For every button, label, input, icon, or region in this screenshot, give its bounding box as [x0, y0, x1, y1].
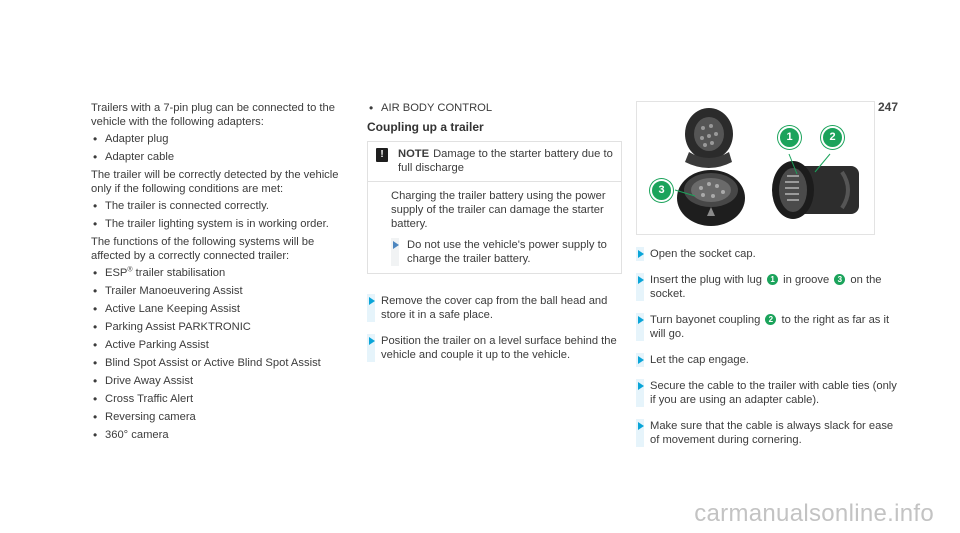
list-item: • AIR BODY CONTROL: [367, 101, 622, 115]
note-label: NOTE: [398, 148, 430, 160]
step-position-trailer: Position the trailer on a level surface behind the vehicle and couple it up to the vehicle.: [367, 334, 622, 362]
page-number: 247: [877, 100, 898, 114]
step-arrow-icon: [638, 422, 644, 430]
warning-icon: !: [376, 148, 388, 162]
note-action: Do not use the vehicle's power supply to charge the trailer battery.: [391, 238, 613, 266]
systems-list: [91, 266, 353, 442]
column-middle: [367, 101, 622, 374]
list-item: • 360° camera: [91, 428, 353, 442]
list-item: • The trailer lighting system is in working order.: [91, 217, 353, 231]
list-item: • Active Lane Keeping Assist: [91, 302, 353, 316]
trailer-socket-drawing: [637, 102, 874, 234]
step-arrow-icon: [369, 297, 375, 305]
list-item: • Cross Traffic Alert: [91, 392, 353, 406]
callout-3: 3: [650, 179, 673, 202]
list-item: • Adapter plug: [91, 132, 353, 146]
functions-text: The functions of the following systems will be affected by a correctly connected trailer:: [91, 236, 315, 262]
watermark: carmanualsonline.info: [694, 500, 934, 527]
air-body-list: [367, 101, 622, 115]
list-item: • Adapter cable: [91, 150, 353, 164]
step-arrow-icon: [638, 356, 644, 364]
lug-badge: 1: [767, 274, 778, 285]
conditions-list: [91, 199, 353, 231]
step-arrow-icon: [638, 316, 644, 324]
step-arrow-icon: [638, 250, 644, 258]
step-cap-engage: Let the cap engage.: [636, 353, 898, 367]
groove-badge: 3: [834, 274, 845, 285]
step-open-cap: Open the socket cap.: [636, 247, 898, 261]
arrow-icon: [393, 241, 399, 249]
list-item: • Trailer Manoeuvering Assist: [91, 284, 353, 298]
step-remove-cap: Remove the cover cap from the ball head and store it in a safe place.: [367, 294, 622, 322]
callout-2: 2: [821, 126, 844, 149]
list-item: • Drive Away Assist: [91, 374, 353, 388]
step-arrow-icon: [638, 276, 644, 284]
adapters-list: [91, 132, 353, 164]
note-body: [368, 182, 621, 273]
step-arrow-icon: [638, 382, 644, 390]
step-turn-bayonet: Turn bayonet coupling 2 to the right as far as it will go.: [636, 313, 898, 341]
section-heading: Coupling up a trailer: [367, 120, 484, 134]
note-box: [367, 141, 622, 274]
list-item: • Reversing camera: [91, 410, 353, 424]
note-text: Charging the trailer battery using the power supply of the trailer can damage the starter battery.: [391, 190, 606, 230]
step-insert-plug: Insert the plug with lug 1 in groove 3 on the socket.: [636, 273, 898, 301]
adapters-intro: Trailers with a 7-pin plug can be connected to the vehicle with the following adapters:: [91, 102, 335, 128]
callout-1: 1: [778, 126, 801, 149]
socket-illustration: [636, 101, 875, 235]
list-item: • Blind Spot Assist or Active Blind Spot Assist: [91, 356, 353, 370]
column-right: [636, 101, 898, 459]
detection-text: The trailer will be correctly detected by the vehicle only if the following conditions are met:: [91, 169, 339, 195]
column-left: [91, 101, 353, 446]
step-secure-cable: Secure the cable to the trailer with cable ties (only if you are using an adapter cable).: [636, 379, 898, 407]
step-arrow-icon: [369, 337, 375, 345]
list-item: • The trailer is connected correctly.: [91, 199, 353, 213]
list-item: • Parking Assist PARKTRONIC: [91, 320, 353, 334]
list-item-esp: • ESP® trailer stabilisation: [91, 266, 353, 280]
list-item: • Active Parking Assist: [91, 338, 353, 352]
note-header: [368, 142, 621, 182]
note-title: Damage to the starter battery due to full discharge: [398, 148, 613, 174]
bayonet-badge: 2: [765, 314, 776, 325]
step-cable-slack: Make sure that the cable is always slack for ease of movement during cornering.: [636, 419, 898, 447]
